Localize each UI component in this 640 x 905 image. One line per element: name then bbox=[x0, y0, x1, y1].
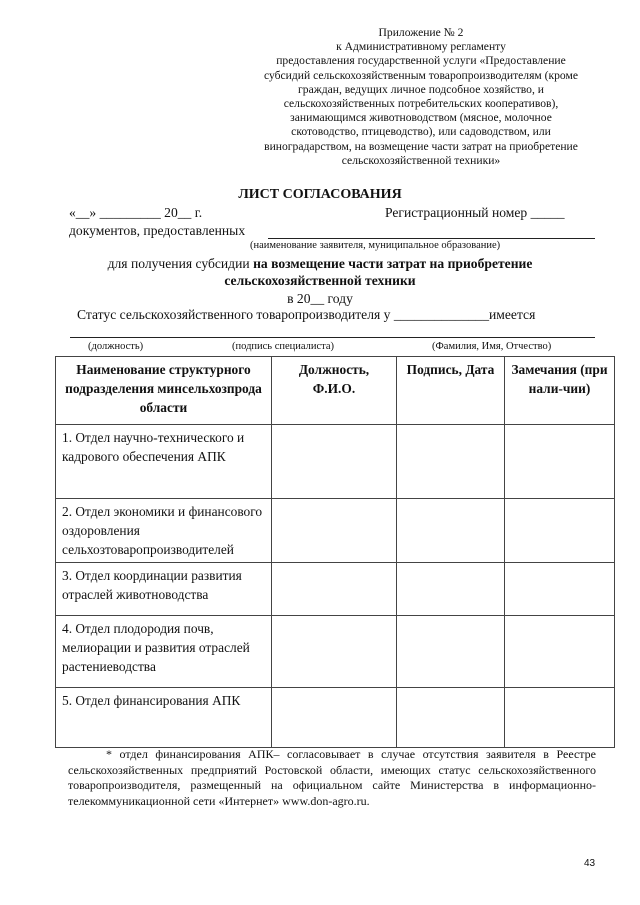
department-cell: 2. Отдел экономики и финансового оздоровления сельхозтоваропроизводителей bbox=[56, 499, 272, 563]
appendix-line: скотоводство, птицеводство), или садоводством, или bbox=[291, 125, 551, 139]
remarks-cell[interactable] bbox=[505, 425, 615, 499]
docs-underline bbox=[268, 238, 595, 239]
department-cell: 3. Отдел координации развития отраслей животноводства bbox=[56, 563, 272, 616]
remarks-cell[interactable] bbox=[505, 688, 615, 748]
purpose-bold-2: сельскохозяйственной техники bbox=[224, 273, 416, 288]
table-row bbox=[56, 425, 615, 499]
header-signature: Подпись, Дата bbox=[397, 357, 505, 425]
caption-signature: (подпись специалиста) bbox=[232, 341, 335, 352]
position-cell[interactable] bbox=[272, 499, 397, 563]
position-cell[interactable] bbox=[272, 425, 397, 499]
appendix-line: сельскохозяйственных потребительских кооперативов), bbox=[283, 97, 559, 111]
table-row bbox=[56, 688, 615, 748]
caption-position: (должность) bbox=[88, 341, 144, 352]
appendix-line: виноградарством, на возмещение части затрат на приобретение bbox=[264, 139, 578, 153]
appendix-line: граждан, ведущих личное подсобное хозяйство, и bbox=[298, 82, 544, 96]
appendix-line: Приложение № 2 bbox=[378, 26, 464, 39]
date-line bbox=[69, 205, 202, 221]
docs-label: документов, предоставленных bbox=[69, 223, 246, 238]
appendix-line: к Административному регламенту bbox=[336, 40, 506, 54]
date-blank: _________ bbox=[99, 205, 161, 220]
signature-cell[interactable] bbox=[397, 688, 505, 748]
remarks-cell[interactable] bbox=[505, 499, 615, 563]
appendix-line: субсидий сельскохозяйственным товаропроизводителям (кроме bbox=[264, 68, 578, 82]
footnote bbox=[68, 747, 596, 809]
purpose-bold: на возмещение части затрат на приобретение bbox=[253, 256, 533, 271]
table-row bbox=[56, 616, 615, 688]
appendix-line: сельскохозяйственной техники» bbox=[341, 153, 501, 167]
position-cell[interactable] bbox=[272, 688, 397, 748]
year-line: в 20__ году bbox=[287, 291, 353, 306]
appendix-line: занимающимся животноводством (мясное, молочное bbox=[290, 111, 552, 125]
department-cell: 1. Отдел научно-технического и кадрового обеспечения АПК bbox=[56, 425, 272, 499]
remarks-cell[interactable] bbox=[505, 616, 615, 688]
signature-cell[interactable] bbox=[397, 425, 505, 499]
table-row bbox=[56, 499, 615, 563]
position-cell[interactable] bbox=[272, 563, 397, 616]
purpose-line bbox=[0, 256, 640, 272]
department-cell: 4. Отдел плодородия почв, мелиорации и развития отраслей растениеводства bbox=[56, 616, 272, 688]
signature-cell[interactable] bbox=[397, 616, 505, 688]
purpose-plain: для получения субсидии bbox=[107, 256, 254, 271]
approval-table bbox=[55, 356, 615, 748]
date-year: 20__ г. bbox=[160, 205, 203, 220]
header-department: Наименование структурного подразделения минсельхозпрода области bbox=[56, 357, 272, 425]
position-cell[interactable] bbox=[272, 616, 397, 688]
department-cell: 5. Отдел финансирования АПК bbox=[56, 688, 272, 748]
signature-cell[interactable] bbox=[397, 499, 505, 563]
caption-name: (Фамилия, Имя, Отчество) bbox=[432, 341, 552, 352]
signature-cell[interactable] bbox=[397, 563, 505, 616]
page-title: ЛИСТ СОГЛАСОВАНИЯ bbox=[238, 187, 402, 202]
page-number: 43 bbox=[584, 858, 596, 869]
signature-underline bbox=[70, 337, 595, 338]
status-line: Статус сельскохозяйственного товаропроизводителя у ______________имеется bbox=[77, 307, 536, 322]
remarks-cell[interactable] bbox=[505, 563, 615, 616]
date-prefix: «__» bbox=[69, 205, 100, 220]
appendix-block bbox=[243, 26, 599, 168]
registration-number: Регистрационный номер _____ bbox=[385, 205, 565, 220]
docs-caption: (наименование заявителя, муниципальное образование) bbox=[250, 240, 501, 251]
table-row bbox=[56, 563, 615, 616]
table-header-row bbox=[56, 357, 615, 425]
header-position: Должность, Ф.И.О. bbox=[272, 357, 397, 425]
footnote-text: * отдел финансирования АПК– согласовывает в случае отсутствия заявителя в Реестре сельскохозяйственных предприятий Ростовской области, имеющих статус сельскохозяйственного товаропроизводителя, размещенный на официальном сайте Министерства в информационно-телекоммуникационной сети «Интернет» www.don-agro.ru. bbox=[68, 747, 596, 808]
header-remarks: Замечания (при нали-чии) bbox=[505, 357, 615, 425]
appendix-line: предоставления государственной услуги «Предоставление bbox=[276, 54, 566, 68]
